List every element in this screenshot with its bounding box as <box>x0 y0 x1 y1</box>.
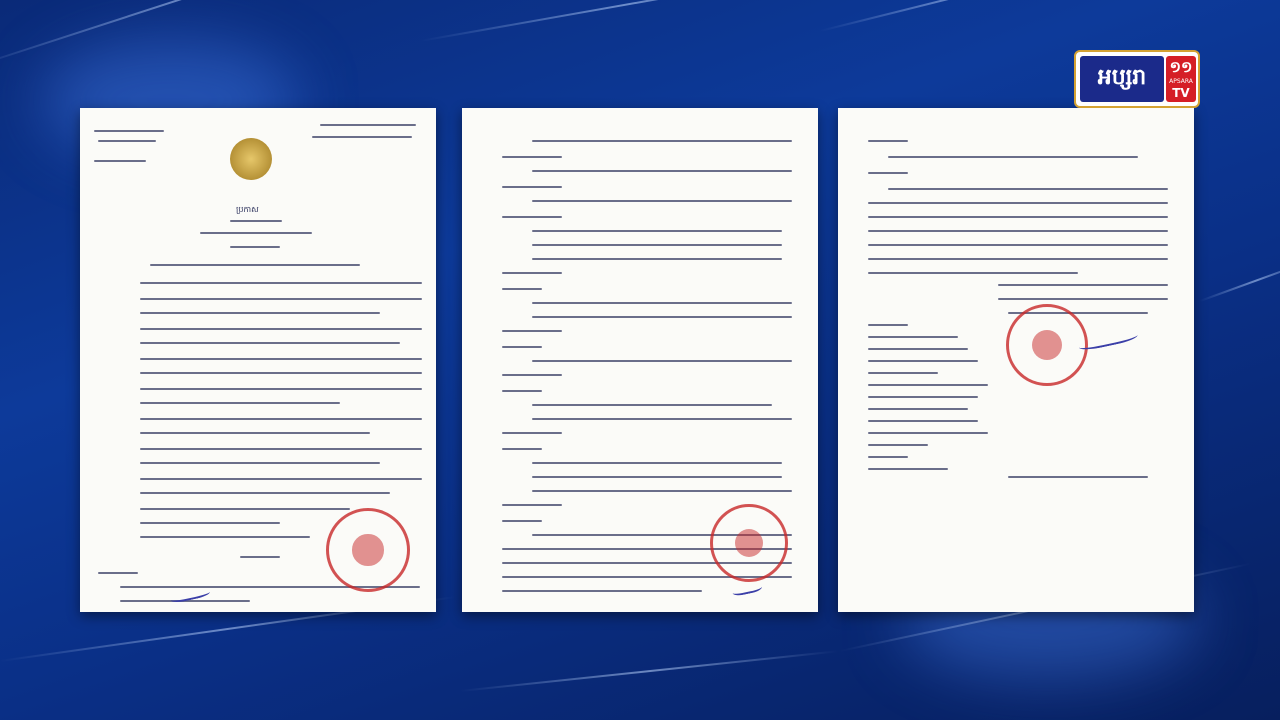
logo-apsara-text: APSARA <box>1169 78 1193 85</box>
royal-emblem <box>230 138 272 180</box>
document-page-3 <box>838 108 1194 612</box>
channel-logo <box>1074 50 1200 108</box>
background-streak <box>1200 259 1280 302</box>
logo-tv-text: TV <box>1172 86 1190 100</box>
red-seal <box>1006 304 1088 386</box>
red-seal <box>326 508 410 592</box>
logo-main-text: អប្សរា <box>1080 56 1164 102</box>
logo-channel-number: ១១ <box>1169 58 1193 76</box>
background-streak <box>820 0 1112 32</box>
document-page-2 <box>462 108 818 612</box>
logo-side-badge <box>1166 56 1196 102</box>
signature <box>1077 328 1138 352</box>
document-title: ប្រកាស <box>236 205 259 214</box>
red-seal <box>710 504 788 582</box>
background-streak <box>460 650 838 692</box>
signature <box>731 581 762 597</box>
document-page-1 <box>80 108 436 612</box>
background-streak <box>420 0 834 42</box>
